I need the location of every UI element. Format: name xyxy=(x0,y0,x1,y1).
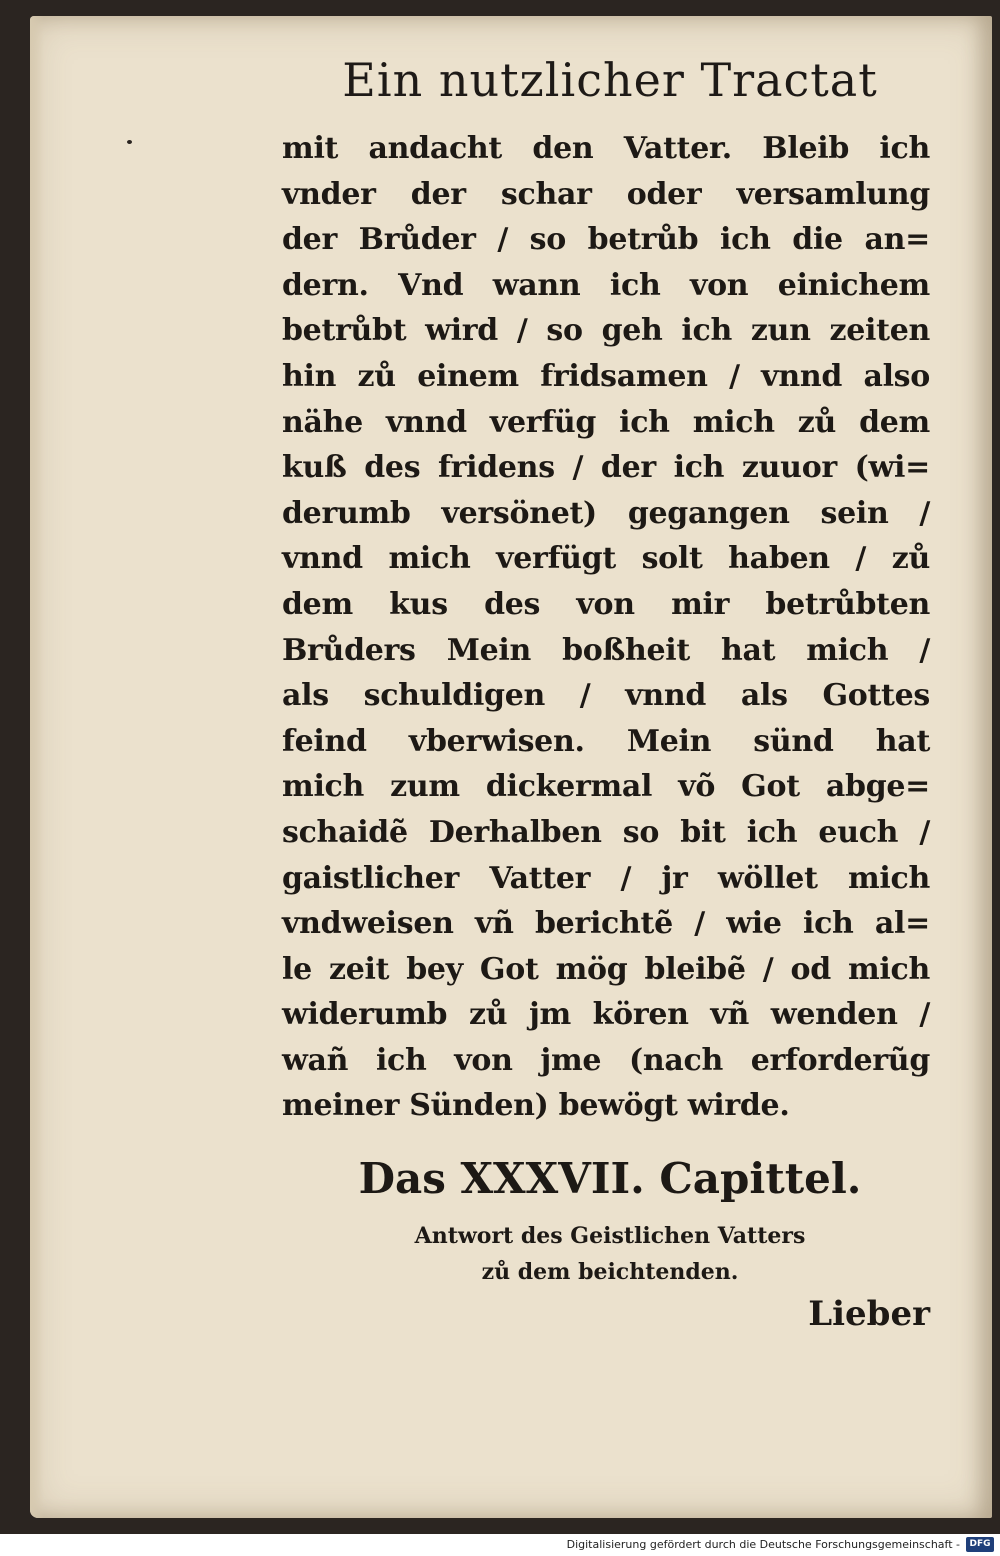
text-line: feind vberwisen. Mein sünd hat xyxy=(282,723,930,759)
text-line: vnder der schar oder versamlung xyxy=(282,176,930,212)
text-line: vndweisen vñ berichtẽ / wie ich al= xyxy=(282,906,930,942)
chapter-heading: Das XXXVII. Capittel. xyxy=(358,1154,862,1203)
margin-mark xyxy=(127,140,132,144)
text-line: kuß des fridens / der ich zuuor (wi= xyxy=(282,450,930,486)
text-line: vnnd mich verfügt solt haben / zů xyxy=(282,541,930,577)
funding-credit: Digitalisierung gefördert durch die Deutsche Forschungsgemeinschaft - xyxy=(566,1538,960,1551)
page-edge xyxy=(30,16,44,1518)
text-line: mich zum dickermal võ Got abge= xyxy=(282,769,930,805)
text-line: meiner Sünden) bewögt wirde. xyxy=(282,1088,790,1124)
catchword: Lieber xyxy=(808,1294,930,1334)
text-line: als schuldigen / vnnd als Gottes xyxy=(282,678,930,714)
text-line: derumb versönet) gegangen sein / xyxy=(282,495,930,531)
dfg-logo-icon: DFG xyxy=(966,1537,994,1552)
footer-bar xyxy=(0,1534,1000,1556)
chapter-subheading xyxy=(290,1218,930,1290)
text-line: le zeit bey Got mög bleibẽ / od mich xyxy=(282,951,930,987)
body-text xyxy=(282,126,930,1129)
text-line: mit andacht den Vatter. Bleib ich xyxy=(282,131,930,166)
text-line: gaistlicher Vatter / jr wöllet mich xyxy=(282,860,930,896)
text-line: schaidẽ Derhalben so bit ich euch / xyxy=(282,814,930,850)
text-line: betrůbt wird / so geh ich zun zeiten xyxy=(282,313,930,349)
text-line: der Brůder / so betrůb ich die an= xyxy=(282,222,930,258)
text-line: wañ ich von jme (nach erforderũg xyxy=(282,1042,930,1078)
text-line: dem kus des von mir betrůbten xyxy=(282,586,930,622)
subheading-line: Antwort des Geistlichen Vatters xyxy=(414,1223,806,1249)
text-line: hin zů einem fridsamen / vnnd also xyxy=(282,358,930,394)
text-line: nähe vnnd verfüg ich mich zů dem xyxy=(282,404,930,440)
subheading-line: zů dem beichtenden. xyxy=(481,1259,739,1285)
text-line: dern. Vnd wann ich von einichem xyxy=(282,267,930,303)
running-head: Ein nutzlicher Tractat xyxy=(342,53,878,107)
text-line: Brůders Mein boßheit hat mich / xyxy=(282,632,930,668)
text-line: widerumb zů jm kören vñ wenden / xyxy=(282,997,930,1033)
